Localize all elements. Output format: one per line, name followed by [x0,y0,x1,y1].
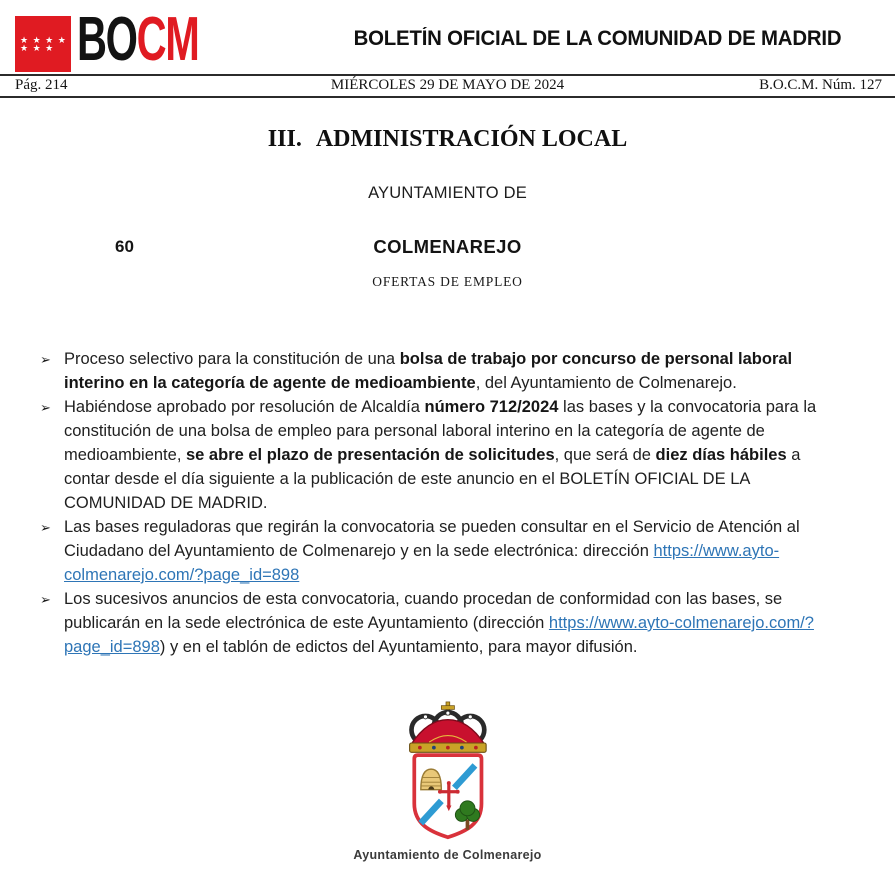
body-text: Las bases reguladoras que regirán la convocatoria se pueden consultar en el Servicio de Atención al Ciudadano del Ayuntamiento de Colmenarejo y en la sede electrónica: dirección [64,518,800,560]
org-name-heading: COLMENAREJO [373,236,522,257]
header-rule-top [0,74,895,76]
bullet-arrow-icon: ➢ [40,593,51,608]
crown-band-icon [409,743,486,752]
body-text: , del Ayuntamiento de Colmenarejo. [475,374,737,392]
bullet-item [40,395,852,515]
issue-date-label: MIÉRCOLES 29 DE MAYO DE 2024 [330,77,565,93]
bullet-item [40,347,852,395]
body-text: ) y en el tablón de edictos del Ayuntamiento, para mayor difusión. [159,638,638,656]
bold-text: se abre el plazo de presentación de solicitudes [186,446,555,464]
bullet-arrow-icon: ➢ [40,401,51,416]
issue-number-label: B.O.C.M. Núm. 127 [759,77,882,93]
bold-text: número 712/2024 [424,398,559,416]
section-title [0,126,895,153]
announcement-list [40,347,852,659]
bocm-logo-cm: CM [136,5,199,74]
crown-cap-icon [411,720,484,744]
flag-stars [20,36,67,52]
coat-of-arms [353,701,541,862]
bold-text: bolsa de trabajo por concurso de personal laboral interino en la categoría de agente de medioambiente [64,350,793,392]
body-text: Habiéndose aprobado por resolución de Alcaldía [64,398,425,416]
section-number: III. [267,126,302,152]
document-link[interactable]: https://www.ayto-colmenarejo.com/?page_id=898 [64,614,814,656]
flag-star-row: ★ ★ ★ ★ [20,35,67,45]
bocm-logo [77,5,199,74]
bullet-text [64,515,844,587]
beehive-icon [420,769,441,790]
body-text: Los sucesivos anuncios de esta convocatoria, cuando procedan de conformidad con las bases, se publicarán en la sede electrónica de este Ayuntamiento (dirección [64,590,783,632]
flag-star-row: ★ ★ ★ [20,43,55,53]
header-rule-bottom [0,96,895,98]
bullet-text [64,347,844,395]
announcement-number: 60 [115,237,134,256]
bullet-arrow-icon: ➢ [40,521,51,536]
org-intro-label: AYUNTAMIENTO DE [368,184,527,202]
masthead-title: BOLETÍN OFICIAL DE LA COMUNIDAD DE MADRID [353,27,842,50]
madrid-flag-icon [15,16,71,72]
bullet-item [40,587,852,659]
bullet-item [40,515,852,587]
bullet-text [64,587,844,659]
category-heading: OFERTAS DE EMPLEO [372,274,523,289]
page-number-label: Pág. 214 [15,77,68,93]
body-text: , que será de [554,446,656,464]
header-meta-row [0,77,895,95]
bullet-text [64,395,844,515]
bocm-logo-bo: BO [77,5,137,74]
document-link[interactable]: https://www.ayto-colmenarejo.com/?page_id=898 [64,542,780,584]
body-text: las bases y la convocatoria para la constitución de una bolsa de empleo para personal laboral interino en la categoría de agente de medioambiente, [64,398,817,464]
section-title-text: ADMINISTRACIÓN LOCAL [315,126,628,152]
colmenarejo-crest-icon [388,701,506,841]
bullet-arrow-icon: ➢ [40,353,51,368]
body-text: a contar desde el día siguiente a la publicación de este anuncio en el BOLETÍN OFICIAL DE LA COMUNIDAD DE MADRID. [64,446,801,512]
body-text: Proceso selectivo para la constitución de una [64,350,400,368]
bold-text: diez días hábiles [655,446,787,464]
arms-caption: Ayuntamiento de Colmenarejo [353,848,542,862]
